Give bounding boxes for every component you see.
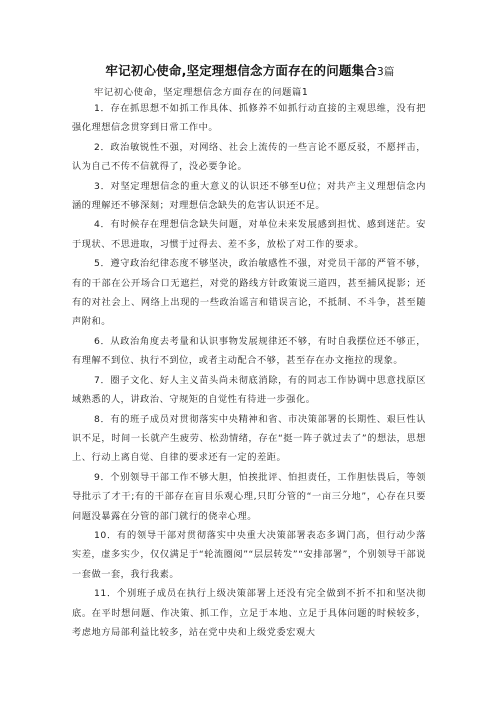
paragraph-1: 1．存在抓思想不如抓工作具体、抓修养不如抓行动直接的主观思维，没有把强化理想信念贯穿到日常工作中。 [72, 103, 426, 134]
paragraph-8: 8．有的班子成员对贯彻落实中央精神和省、市决策部署的长期性、艰巨性认识不足，时间一长就产生疲劳、松劲情绪，存在“挺一阵子就过去了”的想法，思想上、行动上离自觉、自律的要求还有一定的差距。 [72, 413, 426, 464]
paragraph-6: 6．从政治角度去考量和认识事物发展规律还不够，有时自我摆位还不够正，有理解不到位、执行不到位，或者主动配合不够，甚至存在办文拖拉的现象。 [72, 335, 426, 367]
document-subtitle: 牢记初心使命，坚定理想信念方面存在的问题篇1 [94, 87, 309, 98]
document-body [72, 99, 426, 642]
document-title [0, 61, 500, 79]
paragraph-5: 5．遵守政治纪律态度不够坚决，政治敏感性不强，对党员干部的严管不够，有的干部在公开场合口无遮拦，对党的路线方针政策说三道四，甚至捕风捉影；还有的对社会上、网络上出现的一些政治谣言和错误言论，不抵制、不斗争，甚至随声附和。 [72, 258, 426, 328]
paragraph-4: 4．有时候存在理想信念缺失问题，对单位未来发展感到担忧、感到迷茫。安于现状、不思进取，习惯于过得去、差不多，放松了对工作的要求。 [72, 219, 426, 250]
paragraph-3: 3．对坚定理想信念的重大意义的认识还不够至U位；对共产主义理想信念内涵的理解还不够深刻；对理想信念缺失的危害认识还不足。 [72, 180, 426, 212]
paragraph-10: 10．有的领导干部对贯彻落实中央重大决策部署表态多调门高，但行动少落实差，虚多实少，仅仅满足于“轮流圈阅”“层层转发”“安排部署”，个别领导干部说一套做一套，我行我素。 [72, 529, 426, 580]
paragraph-9: 9．个别领导干部工作不够大胆，怕挨批评、怕担责任，工作胆怯畏后，等领导批示了才干;有的干部存在盲目乐观心理,只盯分管的“一亩三分地”，心存在只要问题没暴露在分管的部门就行的侥幸心理。 [72, 471, 426, 522]
paragraph-7: 7．圈子文化、好人主义苗头尚未彻底消除，有的同志工作协调中思意找原区域熟悉的人，讲政治、守规矩的自觉性有待进一步强化。 [72, 374, 426, 406]
paragraph-11: 11．个别班子成员在执行上级决策部署上还没有完全做到不折不扣和坚决彻底。在平时想问题、作决策、抓工作，立足于本地、立足于具体问题的时候较多，考虑地方局部利益比较多，站在党中央和上级党委宏观大 [72, 588, 426, 638]
title-text: 牢记初心使命,坚定理想信念方面存在的问题集合 [105, 63, 378, 78]
paragraph-2: 2．政治敏锐性不强，对网络、社会上流传的一些言论不愿反驳，不愿抨击，认为自己不传不信就得了，没必要争论。 [72, 141, 426, 173]
title-suffix: 3篇 [377, 66, 395, 78]
